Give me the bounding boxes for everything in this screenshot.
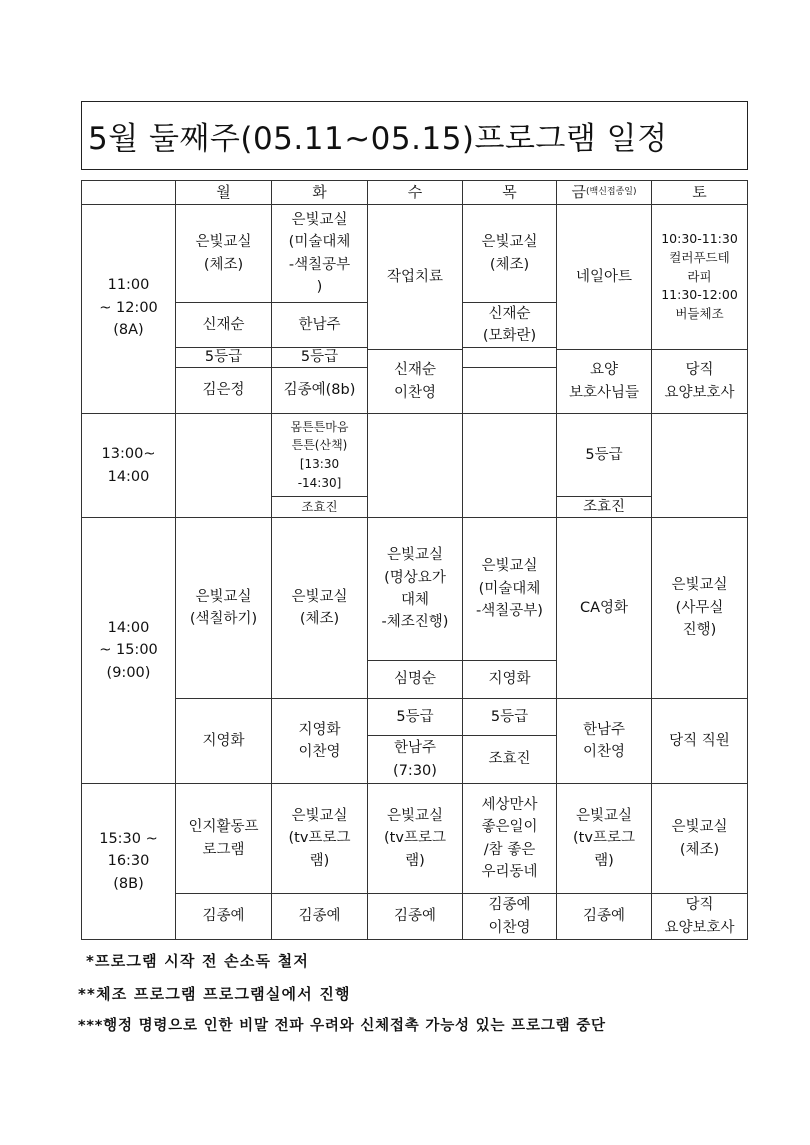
- fri-1300-staff: 조효진: [582, 498, 626, 515]
- sat-1100-staff: 당직 요양보호사: [664, 362, 735, 401]
- table-border-right: [747, 180, 748, 940]
- tue-1530-staff: 김종예: [298, 908, 341, 925]
- header-thu: [463, 181, 556, 204]
- header-mon: [176, 181, 271, 204]
- header-tue-label: 화: [312, 183, 327, 201]
- time-slot-1100: 11:00 ~ 12:00 (8A): [99, 277, 158, 339]
- time-slot-1400: 14:00 ~ 15:00 (9:00): [99, 619, 158, 681]
- thu-1400-grade-staff: 조효진: [488, 751, 531, 768]
- tue-1100-program: 은빛교실 (미술대체 -색칠공부 ): [288, 211, 351, 295]
- fri-1100-program: 네일아트: [575, 268, 633, 285]
- fri-1400-program: CA영화: [579, 599, 629, 616]
- thu-1400-program: 은빛교실 (미술대체 -색칠공부): [476, 558, 543, 620]
- header-tue: [272, 181, 367, 204]
- header-sat-label: 토: [692, 183, 707, 201]
- header-thu-label: 목: [502, 183, 517, 201]
- tue-1300-program: 몸튼튼마음 튼튼(산책) [13:30 -14:30]: [290, 419, 349, 490]
- thu-1100-program: 은빛교실 (체조): [481, 234, 538, 273]
- mon-1100-grade: 5등급: [204, 349, 243, 366]
- wed-1100-staff: 신재순 이찬영: [393, 362, 437, 401]
- sat-1400-program: 은빛교실 (사무실 진행): [671, 577, 728, 639]
- header-fri-label: 금: [571, 183, 586, 201]
- sat-1530-program: 은빛교실 (체조): [671, 819, 728, 858]
- tue-1300-staff: 조효진: [301, 498, 338, 514]
- header-sat: [652, 181, 747, 204]
- time-slot-1300: 13:00~ 14:00: [101, 446, 156, 485]
- wed-1400-staff: 심명순: [393, 671, 437, 688]
- mon-1100-grade-staff: 김은정: [202, 382, 245, 399]
- thu-1100-staff: 신재순 (모화란): [482, 305, 537, 344]
- sat-1530-staff: 당직 요양보호사: [664, 897, 735, 936]
- cell-divider: [462, 367, 556, 368]
- sat-1400-staff: 당직 직원: [669, 732, 730, 749]
- note-line-2: **체조 프로그램 프로그램실에서 진행: [78, 985, 351, 1003]
- tue-1400-program: 은빛교실 (체조): [291, 588, 348, 627]
- thu-1400-staff: 지영화: [488, 671, 531, 688]
- header-fri: [557, 181, 651, 204]
- tue-1100-grade: 5등급: [300, 349, 339, 366]
- tue-1400-staff: 지영화 이찬영: [298, 721, 341, 760]
- wed-1400-grade-staff: 한남주 (7:30): [393, 740, 437, 779]
- header-fri-note: (백신접종일): [586, 187, 637, 197]
- fri-1100-staff: 요양 보호사님들: [568, 362, 640, 401]
- fri-1300-program: 5등급: [585, 446, 623, 463]
- mon-1100-staff: 신재순: [202, 316, 245, 333]
- mon-1400-staff: 지영화: [202, 732, 245, 749]
- wed-1530-staff: 김종예: [393, 908, 437, 925]
- wed-1100-program: 작업치료: [386, 268, 444, 285]
- wed-1530-program: 은빛교실 (tv프로그 램): [384, 807, 446, 869]
- mon-1100-program: 은빛교실 (체조): [195, 234, 252, 273]
- fri-1530-program: 은빛교실 (tv프로그 램): [573, 807, 635, 869]
- mon-1530-staff: 김종예: [202, 908, 245, 925]
- tue-1100-staff: 한남주: [298, 316, 341, 333]
- tue-1530-program: 은빛교실 (tv프로그 램): [288, 807, 351, 869]
- wed-1400-program: 은빛교실 (명상요가 대체 -체조진행): [381, 547, 449, 631]
- fri-1530-staff: 김종예: [582, 908, 626, 925]
- sat-1100-program: 10:30-11:30 컬러푸드테 라피 11:30-12:00 버들체조: [661, 231, 738, 322]
- note-line-1: *프로그램 시작 전 손소독 철저: [86, 952, 310, 970]
- header-wed-label: 수: [407, 183, 423, 201]
- header-wed: [368, 181, 462, 204]
- thu-1400-grade: 5등급: [490, 708, 529, 725]
- tue-1100-grade-staff: 김종예(8b): [283, 382, 356, 399]
- thu-1530-program: 세상만사 좋은일이 /참 좋은 우리동네: [481, 796, 538, 880]
- thu-1530-staff: 김종예 이찬영: [488, 897, 531, 936]
- wed-1400-grade: 5등급: [396, 708, 434, 725]
- page-title-text: 5월 둘째주(05.11~05.15)프로그램 일정: [88, 121, 668, 157]
- note-line-3: ***행정 명령으로 인한 비말 전파 우려와 신체접촉 가능성 있는 프로그램 중단: [78, 1018, 606, 1034]
- mon-1400-program: 은빛교실 (색칠하기): [189, 588, 258, 627]
- mon-1530-program: 인지활동프 로그램: [188, 819, 259, 858]
- time-slot-1530: 15:30 ~ 16:30 (8B): [99, 830, 158, 892]
- fri-1400-staff: 한남주 이찬영: [582, 721, 626, 760]
- table-border-bottom: [81, 939, 748, 940]
- header-mon-label: 월: [216, 183, 231, 201]
